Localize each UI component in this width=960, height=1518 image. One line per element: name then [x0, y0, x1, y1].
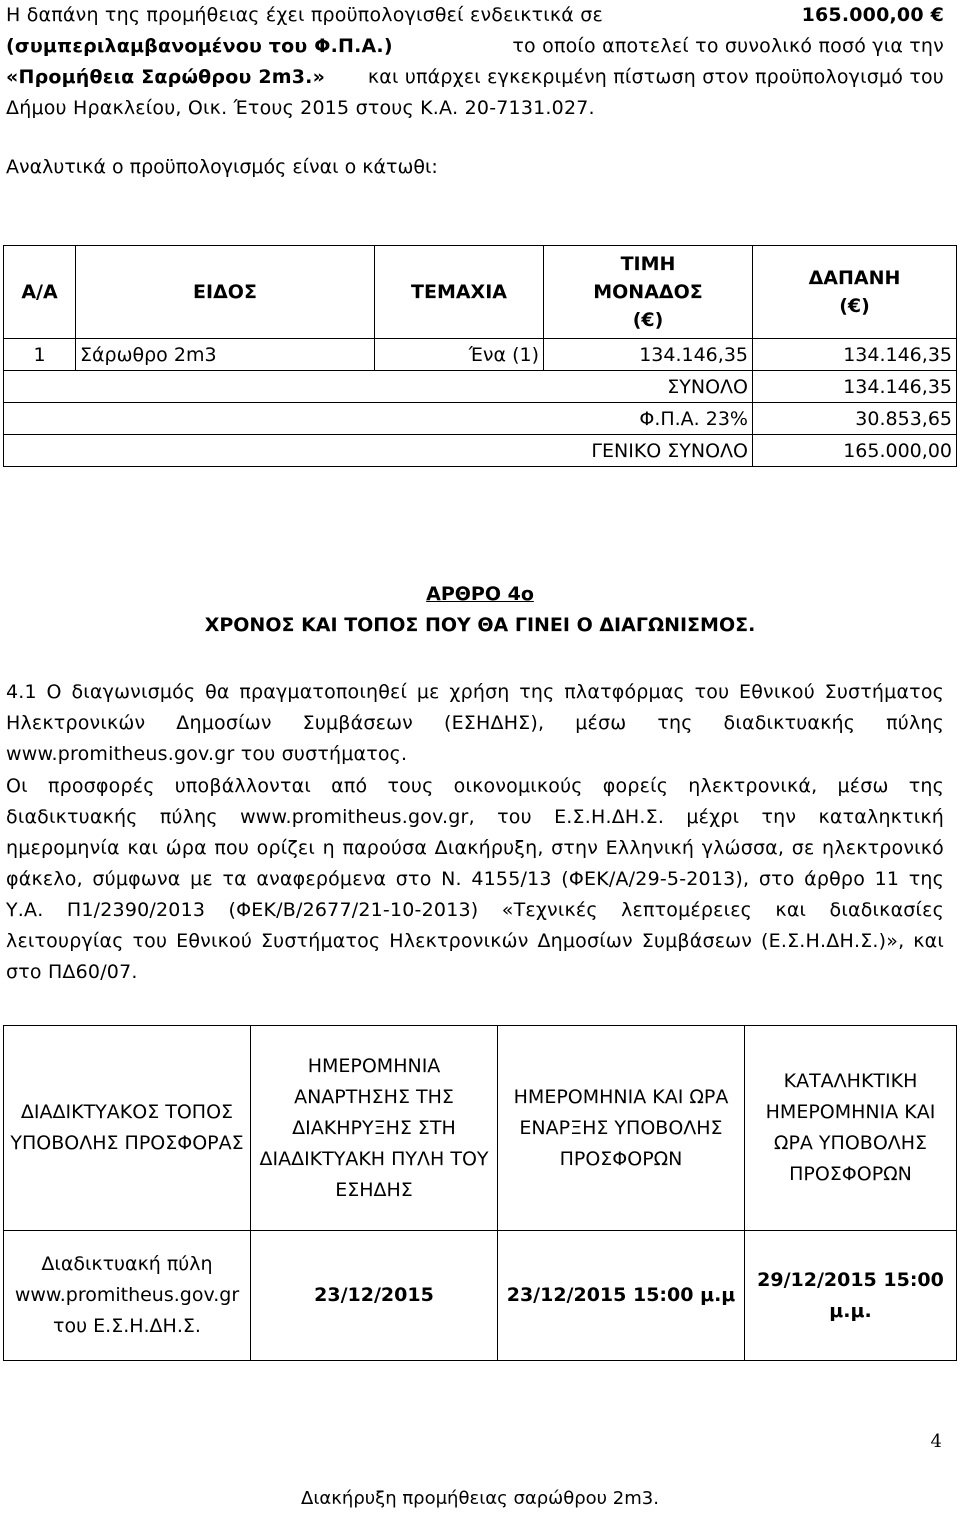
- intro-line-2: το οποίο αποτελεί το συνολικό ποσό για την: [506, 35, 944, 57]
- schedule-header-publish-date: ΗΜΕΡΟΜΗΝΙΑ ΑΝΑΡΤΗΣΗΣ ΤΗΣ ΔΙΑΚΗΡΥΞΗΣ ΣΤΗ ΔΙΑΔΙΚΤΥΑΚΗ ΠΥΛΗ ΤΟΥ ΕΣΗΔΗΣ: [251, 1026, 498, 1231]
- schedule-header-start-date: ΗΜΕΡΟΜΗΝΙΑ ΚΑΙ ΩΡΑ ΕΝΑΡΞΗΣ ΥΠΟΒΟΛΗΣ ΠΡΟΣΦΟΡΩΝ: [498, 1026, 745, 1231]
- header-unit-price-line1: ΤΙΜΗ: [620, 253, 676, 275]
- header-cost: [753, 246, 957, 339]
- article-title: ΑΡΘΡΟ 4ο: [426, 583, 534, 605]
- row-aa: 1: [4, 339, 76, 371]
- subtotal-value: 134.146,35: [753, 371, 957, 403]
- article-subtitle: ΧΡΟΝΟΣ ΚΑΙ ΤΟΠΟΣ ΠΟΥ ΘΑ ΓΙΝΕΙ Ο ΔΙΑΓΩΝΙΣΜΟΣ.: [204, 614, 756, 636]
- header-aa: Α/Α: [4, 246, 76, 339]
- header-qty: ΤΕΜΑΧΙΑ: [375, 246, 544, 339]
- page-number: 4: [930, 1431, 942, 1452]
- total-row: [4, 435, 957, 467]
- budget-table: [3, 245, 957, 467]
- schedule-header-deadline: ΚΑΤΑΛΗΚΤΙΚΗ ΗΜΕΡΟΜΗΝΙΑ ΚΑΙ ΩΡΑ ΥΠΟΒΟΛΗΣ ΠΡΟΣΦΟΡΩΝ: [745, 1026, 957, 1231]
- schedule-start-date: 23/12/2015 15:00 μ.μ: [498, 1231, 745, 1361]
- subtotal-label: ΣΥΝΟΛΟ: [4, 371, 753, 403]
- schedule-header-portal: ΔΙΑΔΙΚΤΥΑΚΟΣ ΤΟΠΟΣ ΥΠΟΒΟΛΗΣ ΠΡΟΣΦΟΡΑΣ: [4, 1026, 251, 1231]
- intro-project-name: «Προμήθεια Σαρώθρου 2m3.»: [6, 66, 326, 88]
- header-cost-line2: (€): [839, 295, 870, 317]
- budget-caption: Αναλυτικά ο προϋπολογισμός είναι ο κάτωθι:: [6, 156, 438, 178]
- schedule-value-row: [4, 1231, 957, 1361]
- footer-text: Διακήρυξη προμήθειας σαρώθρου 2m3.: [301, 1488, 659, 1509]
- row-cost: 134.146,35: [753, 339, 957, 371]
- row-unit-price: 134.146,35: [544, 339, 753, 371]
- header-unit-price-line2: ΜΟΝΑΔΟΣ: [593, 281, 703, 303]
- subtotal-row: [4, 371, 957, 403]
- intro-line-1: Η δαπάνη της προμήθειας έχει προϋπολογισθεί ενδεικτικά σε: [6, 4, 610, 26]
- schedule-portal: Διαδικτυακή πύλη www.promitheus.gov.gr του Ε.Σ.Η.ΔΗ.Σ.: [4, 1231, 251, 1361]
- row-item: Σάρωθρο 2m3: [76, 339, 375, 371]
- schedule-deadline: 29/12/2015 15:00 μ.μ.: [745, 1231, 957, 1361]
- header-cost-line1: ΔΑΠΑΝΗ: [808, 267, 901, 289]
- intro-line-3: και υπάρχει εγκεκριμένη πίστωση στον προϋπολογισμό του: [361, 66, 944, 88]
- budget-header-row: [4, 246, 957, 339]
- intro-paragraph: [6, 0, 944, 124]
- vat-label: Φ.Π.Α. 23%: [4, 403, 753, 435]
- intro-amount: 165.000,00 €: [801, 4, 944, 26]
- total-value: 165.000,00: [753, 435, 957, 467]
- vat-value: 30.853,65: [753, 403, 957, 435]
- schedule-publish-date: 23/12/2015: [251, 1231, 498, 1361]
- paragraph-submissions: Οι προσφορές υποβάλλονται από τους οικονομικούς φορείς ηλεκτρονικά, μέσω της διαδικτυακής πύλης www.promitheus.gov.gr, του Ε.Σ.Η.ΔΗ.Σ. μέχρι την καταληκτική ημερομηνία και ώρα που ορίζει η παρούσα Διακήρυξη, στην Ελληνική γλώσσα, σε ηλεκτρονικό φάκελο, σύμφωνα με τα αναφερόμενα στο Ν. 4155/13 (ΦΕΚ/Α/29-5-2013), στο άρθρο 11 της Υ.Α. Π1/2390/2013 (ΦΕΚ/Β/2677/21-10-2013) «Τεχνικές λεπτομέρειες και διαδικασίες λειτουργίας του Εθνικού Συστήματος Ηλεκτρονικών Δημοσίων Συμβάσεων (Ε.Σ.Η.ΔΗ.Σ.)», και στο ΠΔ60/07.: [6, 775, 944, 983]
- total-label: ΓΕΝΙΚΟ ΣΥΝΟΛΟ: [4, 435, 753, 467]
- schedule-header-row: [4, 1026, 957, 1231]
- schedule-table: [3, 1025, 957, 1361]
- intro-vat-note: (συμπεριλαμβανομένου του Φ.Π.Α.): [6, 35, 393, 57]
- vat-row: [4, 403, 957, 435]
- budget-item-row: [4, 339, 957, 371]
- paragraph-4-1: 4.1 Ο διαγωνισμός θα πραγματοποιηθεί με χρήση της πλατφόρμας του Εθνικού Συστήματος Ηλεκτρονικών Δημοσίων Συμβάσεων (ΕΣΗΔΗΣ), μέσω της διαδικτυακής πύλης www.promitheus.gov.gr του συστήματος.: [6, 681, 944, 765]
- intro-line-4: Δήμου Ηρακλείου, Οικ. Έτους 2015 στους Κ.Α. 20-7131.027.: [6, 97, 595, 119]
- row-qty: Ένα (1): [375, 339, 544, 371]
- header-item: ΕΙΔΟΣ: [76, 246, 375, 339]
- header-unit-price: [544, 246, 753, 339]
- header-unit-price-line3: (€): [632, 309, 664, 331]
